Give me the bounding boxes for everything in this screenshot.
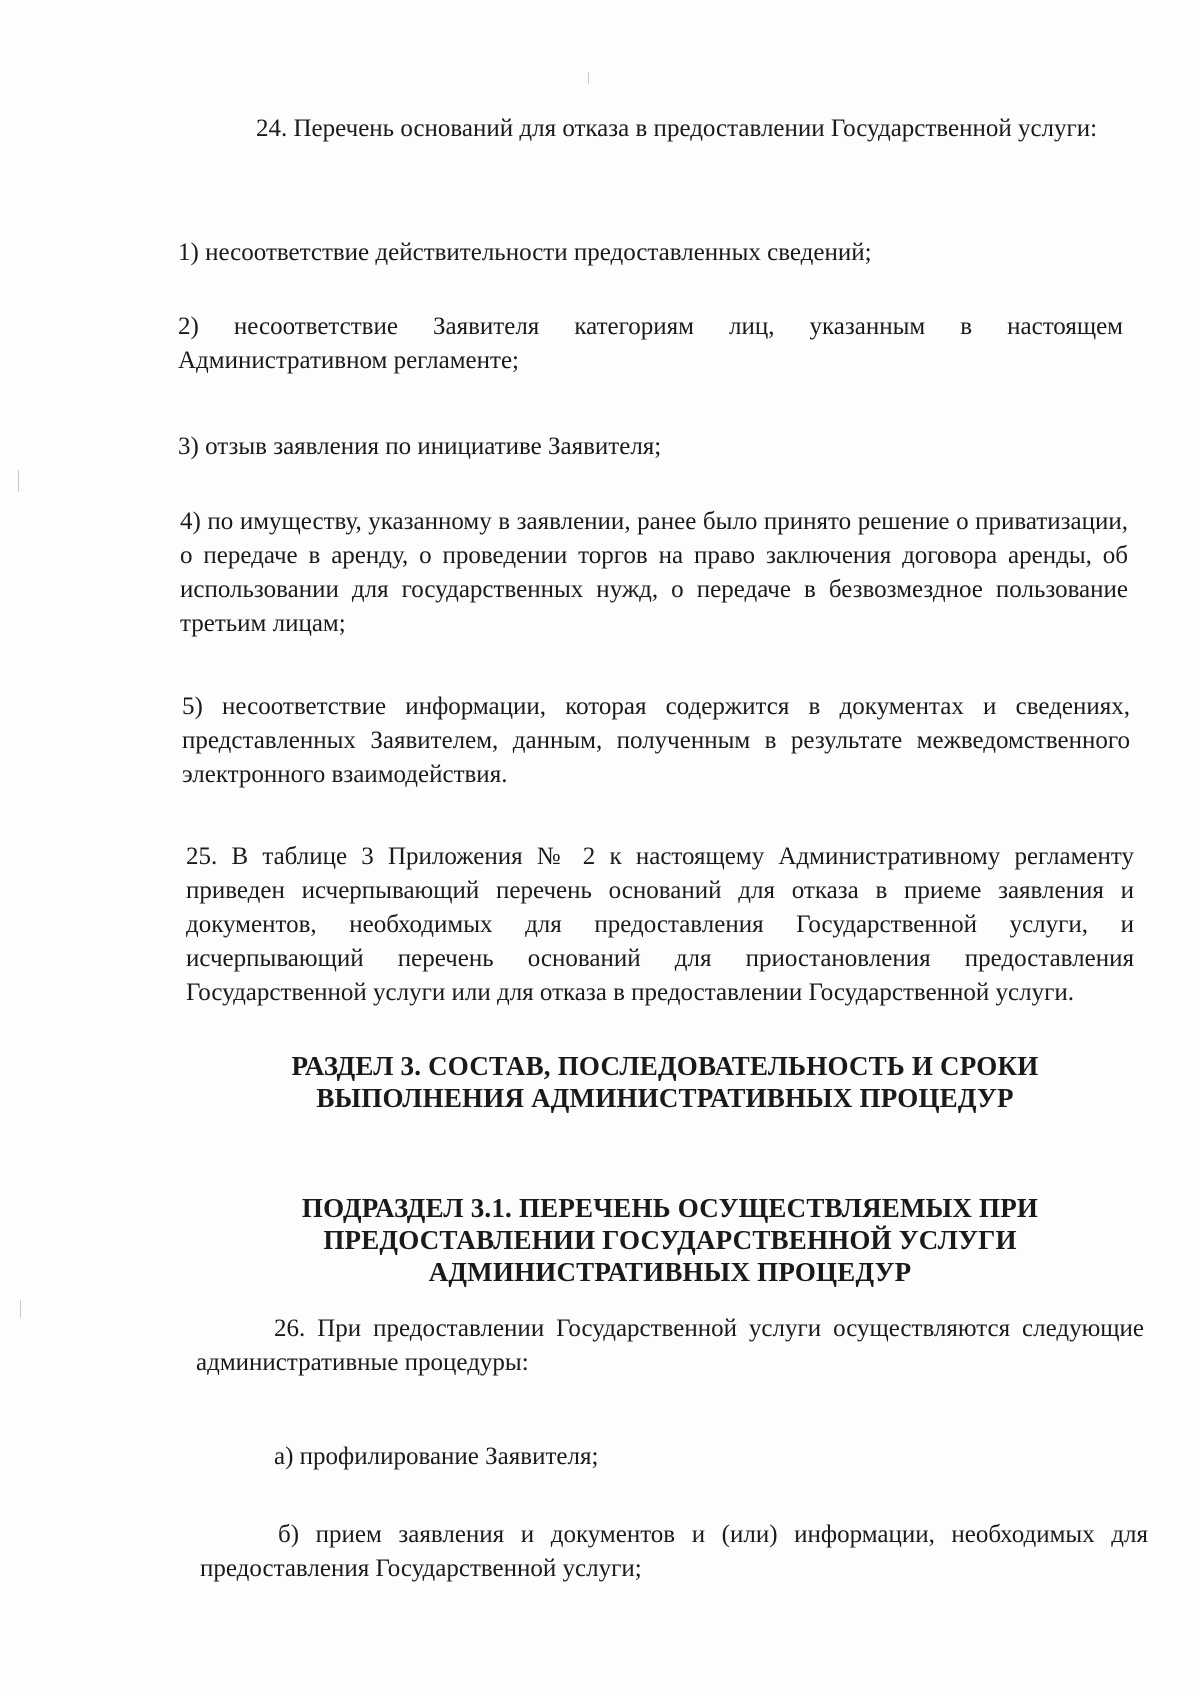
list-item-a: а) профилирование Заявителя; (274, 1443, 599, 1470)
list-item-5: 5) несоответствие информации, которая содержится в документах и сведениях, представленных Заявителем, данным, полученным в результате межведомственного электронного взаимодействия. (182, 693, 1130, 788)
scan-mark (18, 470, 19, 492)
scan-mark (588, 72, 589, 84)
paragraph-26: 26. При предоставлении Государственной услуги осуществляются следующие административные процедуры: (196, 1315, 1144, 1376)
subsection-3-1-heading: ПОДРАЗДЕЛ 3.1. ПЕРЕЧЕНЬ ОСУЩЕСТВЛЯЕМЫХ ПРИ ПРЕДОСТАВЛЕНИИ ГОСУДАРСТВЕННОЙ УСЛУГИ АДМИНИСТРАТИВНЫХ ПРОЦЕДУР (301, 1193, 1039, 1287)
list-item-b: б) прием заявления и документов и (или) информации, необходимых для предоставления Государственной услуги; (200, 1521, 1148, 1582)
scan-mark (20, 1300, 21, 1318)
paragraph-24: 24. Перечень оснований для отказа в предоставлении Государственной услуги: (256, 115, 1098, 142)
list-item-4: 4) по имуществу, указанному в заявлении, ранее было принято решение о приватизации, о передаче в аренду, о проведении торгов на право заключения договора аренды, об использовании для государственных нужд, о передаче в безвозмездное пользование третьим лицам; (180, 508, 1128, 637)
section-3-heading: РАЗДЕЛ 3. СОСТАВ, ПОСЛЕДОВАТЕЛЬНОСТЬ И СРОКИ ВЫПОЛНЕНИЯ АДМИНИСТРАТИВНЫХ ПРОЦЕДУР (291, 1051, 1039, 1113)
list-item-1: 1) несоответствие действительности предоставленных сведений; (178, 239, 872, 266)
list-item-2: 2) несоответствие Заявителя категориям лиц, указанным в настоящем Административном регламенте; (178, 313, 1123, 374)
paragraph-25: 25. В таблице 3 Приложения № 2 к настоящему Административному регламенту приведен исчерпывающий перечень оснований для отказа в приеме заявления и документов, необходимых для предоставления Государственной услуги, и исчерпывающий перечень оснований для приостановления предоставления Государственной услуги или для отказа в предоставлении Государственной услуги. (186, 843, 1134, 1006)
list-item-3: 3) отзыв заявления по инициативе Заявителя; (178, 433, 662, 460)
